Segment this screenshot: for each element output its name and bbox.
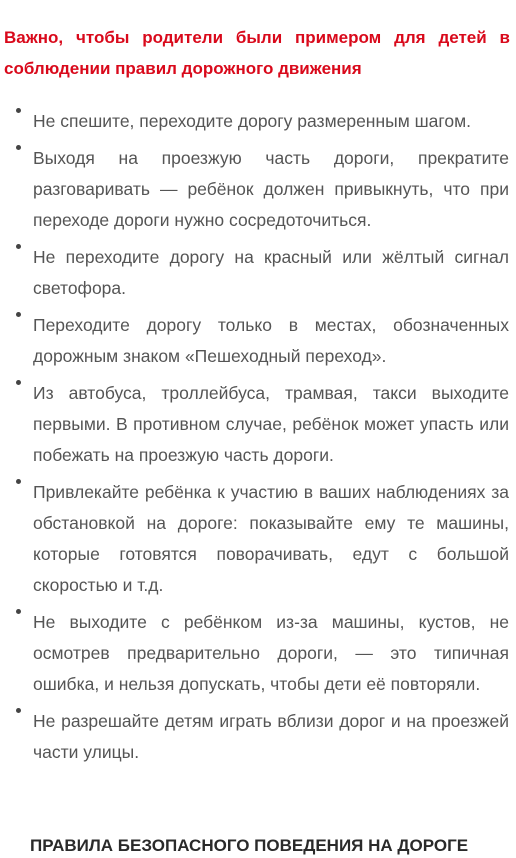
- list-item-text: Не спешите, переходите дорогу размеренным шагом.: [33, 111, 471, 131]
- bullet-icon: [16, 312, 21, 317]
- list-item: [0, 106, 516, 137]
- list-item-text: Выходя на проезжую часть дороги, прекратите разговаривать — ребёнок должен привыкнуть, что при переходе дороги нужно сосредоточиться.: [33, 148, 509, 230]
- list-item-text: Не разрешайте детям играть вблизи дорог и на проезжей части улицы.: [33, 711, 509, 762]
- bullet-icon: [16, 479, 21, 484]
- bullet-icon: [16, 145, 21, 150]
- list-item-text: Не выходите с ребёнком из-за машины, кустов, не осмотрев предварительно дороги, — это типичная ошибка, и нельзя допускать, чтобы дети её повторяли.: [33, 612, 509, 694]
- section-heading: Важно, чтобы родители были примером для детей в соблюдении правил дорожного движения: [4, 28, 510, 78]
- bullet-icon: [16, 708, 21, 713]
- list-item: [0, 143, 516, 236]
- next-section-heading: ПРАВИЛА БЕЗОПАСНОГО ПОВЕДЕНИЯ НА ДОРОГЕ: [30, 836, 469, 855]
- list-item: [0, 706, 516, 768]
- list-item: [0, 378, 516, 471]
- list-item-text: Не переходите дорогу на красный или жёлтый сигнал светофора.: [33, 247, 509, 298]
- bullet-icon: [16, 244, 21, 249]
- list-item: [0, 242, 516, 304]
- list-item: [0, 310, 516, 372]
- bullet-icon: [16, 609, 21, 614]
- bullet-icon: [16, 108, 21, 113]
- bullet-icon: [16, 380, 21, 385]
- list-item-text: Переходите дорогу только в местах, обозначенных дорожным знаком «Пешеходный переход».: [33, 315, 509, 366]
- list-item-text: Из автобуса, троллейбуса, трамвая, такси выходите первыми. В противном случае, ребёнок может упасть или побежать на проезжую часть дороги.: [33, 383, 509, 465]
- list-item-text: Привлекайте ребёнка к участию в ваших наблюдениях за обстановкой на дороге: показывайте ему те машины, которые готовятся поворачивать, едут с большой скоростью и т.д.: [33, 482, 509, 595]
- list-item: [0, 477, 516, 601]
- advice-list: [0, 106, 516, 774]
- list-item: [0, 607, 516, 700]
